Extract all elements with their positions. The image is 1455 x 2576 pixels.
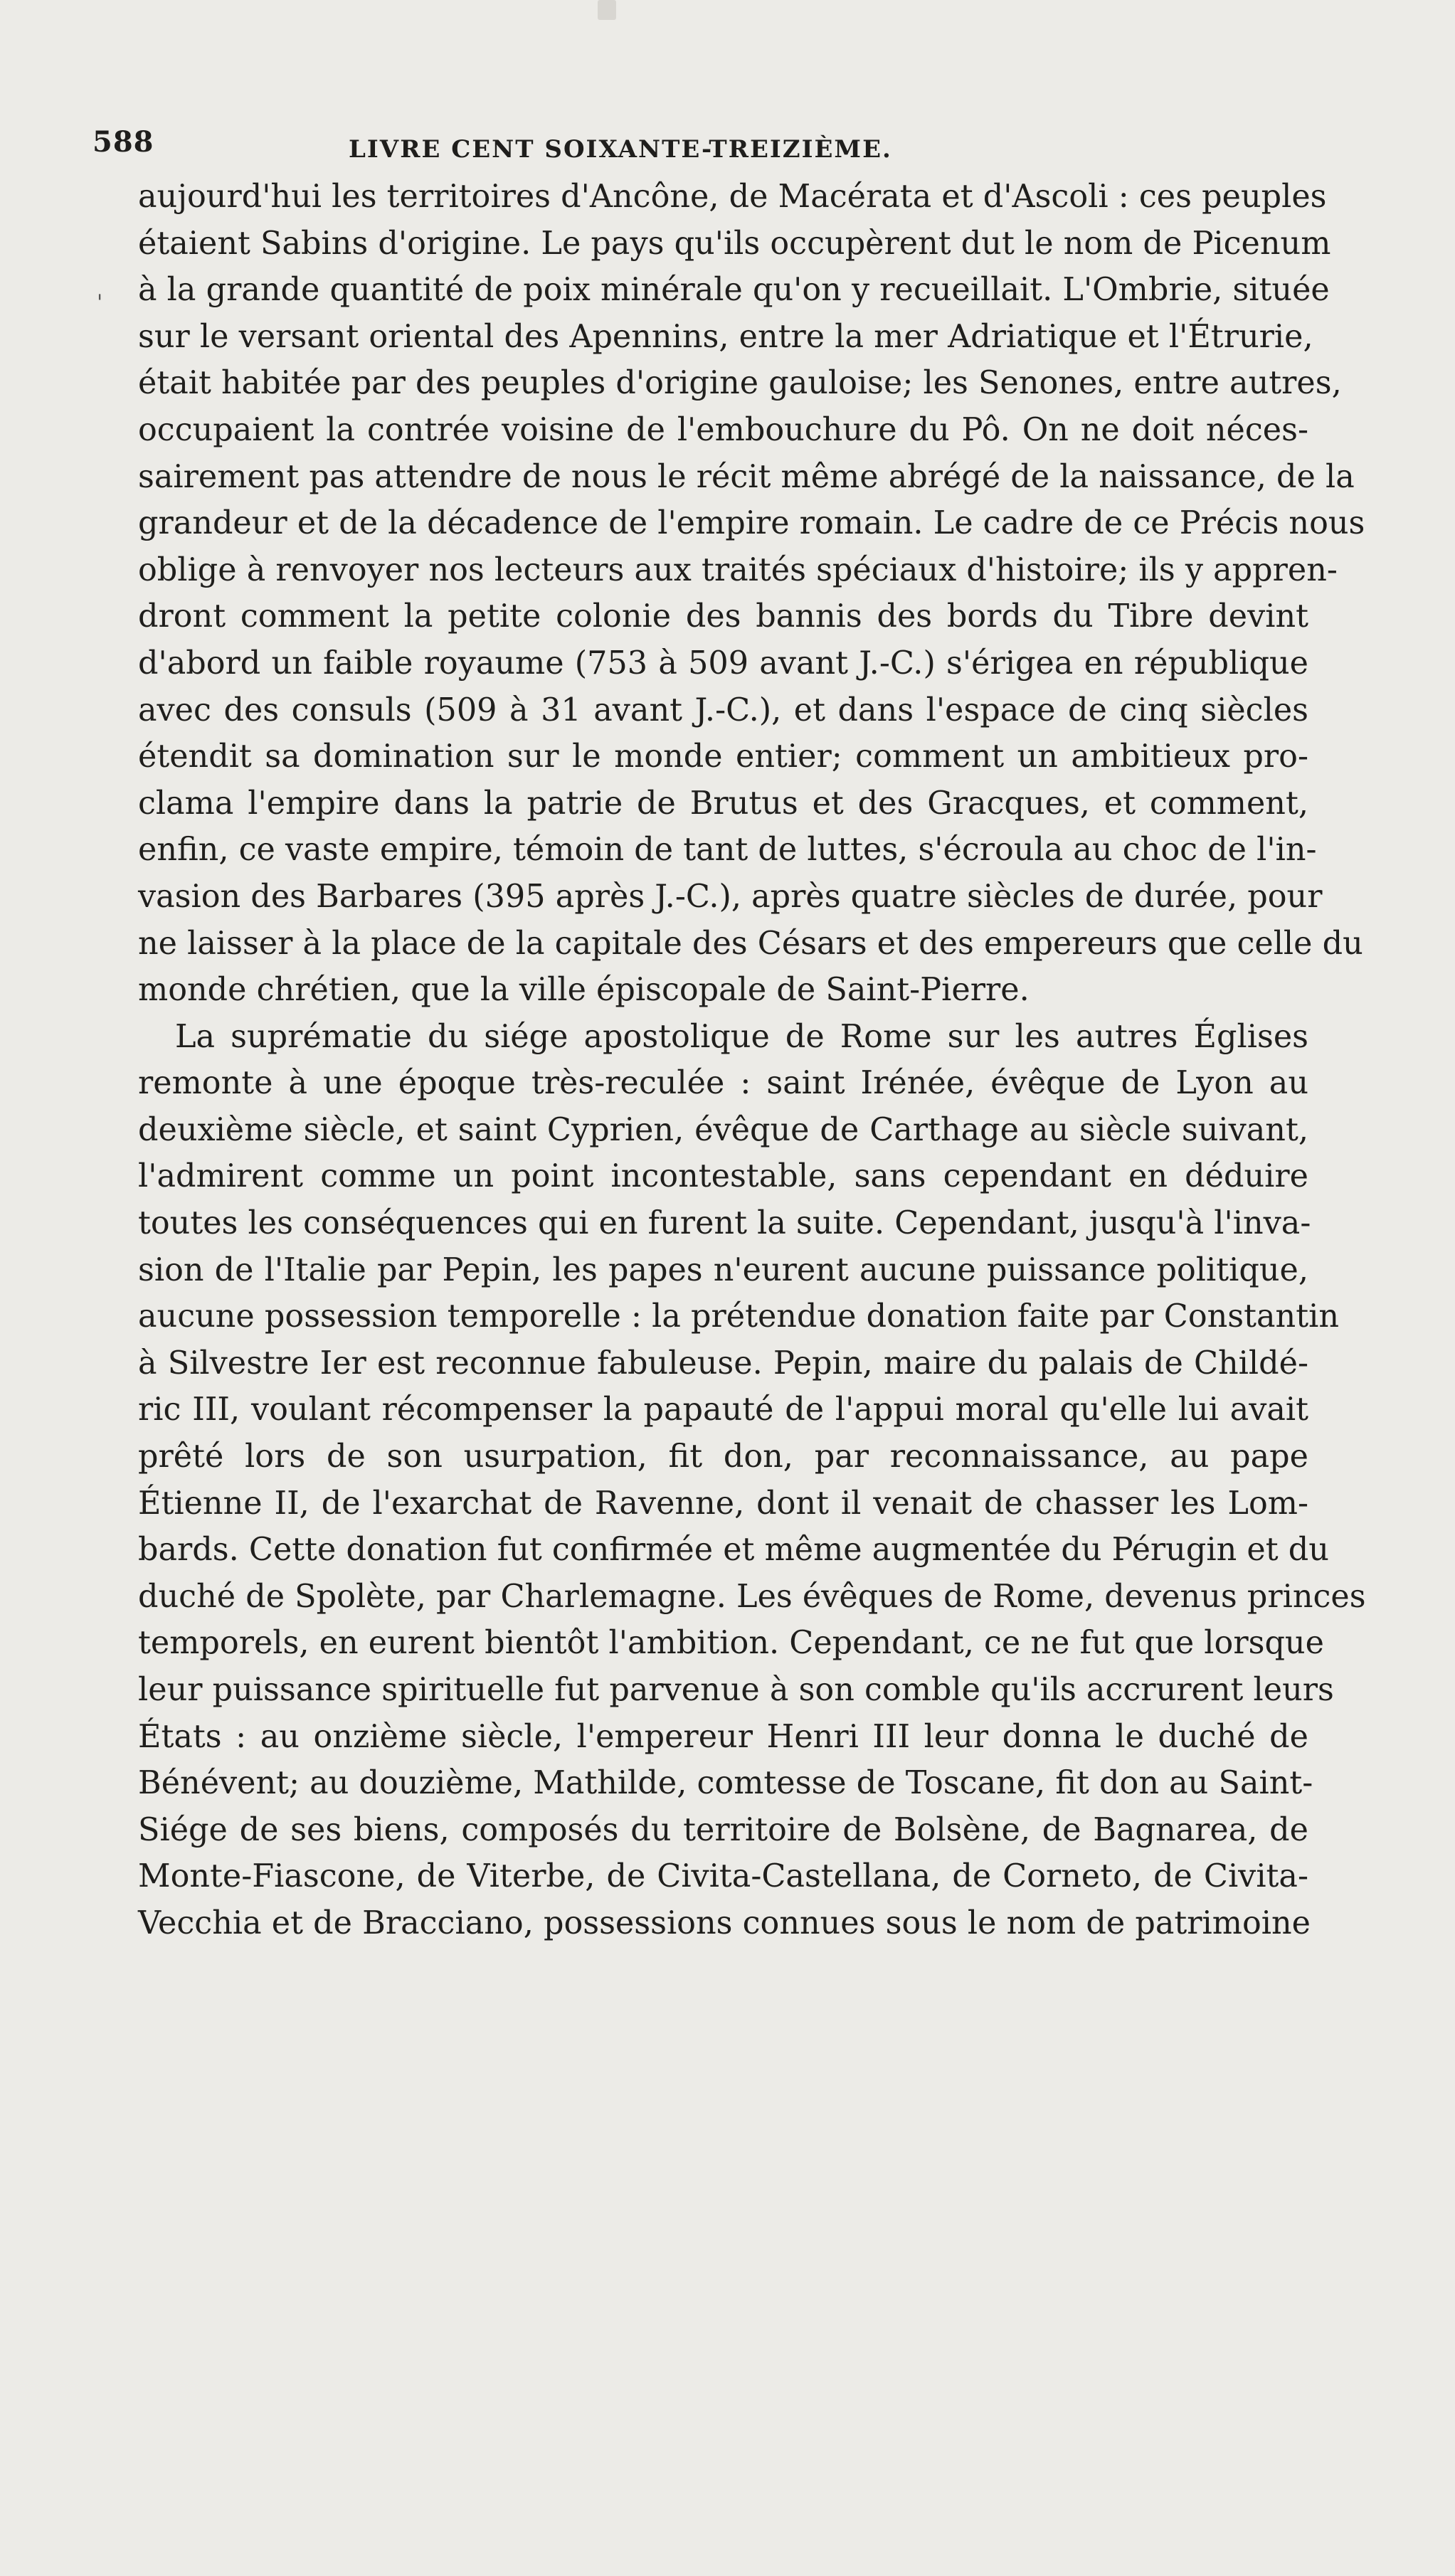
text-line: aujourd'hui les territoires d'Ancône, de Macérata et d'Ascoli : ces peuples: [138, 179, 1327, 215]
text-line: États : au onzième siècle, l'empereur Henri III leur donna le duché de: [138, 1718, 1308, 1755]
text-line: temporels, en eurent bientôt l'ambition. Cependant, ce ne fut que lorsque: [138, 1625, 1324, 1662]
text-line: monde chrétien, que la ville épiscopale de Saint-Pierre.: [138, 972, 1030, 1009]
paragraph: [138, 1014, 1366, 1947]
text-line: dront comment la petite colonie des bannis des bords du Tibre devint: [138, 598, 1308, 635]
text-line: oblige à renvoyer nos lecteurs aux traités spéciaux d'histoire; ils y appren-: [138, 551, 1338, 588]
body-text: [138, 174, 1366, 1947]
text-line: Vecchia et de Bracciano, possessions connues sous le nom de patrimoine: [138, 1904, 1311, 1941]
page-header: [92, 125, 1345, 168]
text-line: Bénévent; au douzième, Mathilde, comtesse de Toscane, fit don au Saint-: [138, 1765, 1313, 1802]
margin-mark: ': [97, 290, 103, 315]
text-line: remonte à une époque très-reculée : saint Irénée, évêque de Lyon au: [138, 1065, 1308, 1102]
text-line: l'admirent comme un point incontestable, sans cependant en déduire: [138, 1158, 1308, 1195]
running-title: LIVRE CENT SOIXANTE-TREIZIÈME.: [349, 135, 892, 164]
text-line: deuxième siècle, et saint Cyprien, évêque de Carthage au siècle suivant,: [138, 1111, 1308, 1148]
text-line: leur puissance spirituelle fut parvenue à son comble qu'ils accrurent leurs: [138, 1672, 1334, 1708]
text-line: sairement pas attendre de nous le récit même abrégé de la naissance, de la: [138, 458, 1355, 495]
text-line: occupaient la contrée voisine de l'embouchure du Pô. On ne doit néces-: [138, 411, 1308, 448]
text-line: enfin, ce vaste empire, témoin de tant de luttes, s'écroula au choc de l'in-: [138, 832, 1317, 869]
text-line: toutes les conséquences qui en furent la suite. Cependant, jusqu'à l'inva-: [138, 1205, 1311, 1242]
text-line: grandeur et de la décadence de l'empire romain. Le cadre de ce Précis nous: [138, 505, 1365, 542]
text-line: ric III, voulant récompenser la papauté de l'appui moral qu'elle lui avait: [138, 1392, 1308, 1429]
paragraph: [138, 174, 1365, 1014]
text-line: clama l'empire dans la patrie de Brutus et des Gracques, et comment,: [138, 785, 1308, 822]
text-line: Siége de ses biens, composés du territoire de Bolsène, de Bagnarea, de: [138, 1811, 1308, 1848]
text-line: sur le versant oriental des Apennins, entre la mer Adriatique et l'Étrurie,: [138, 318, 1313, 355]
text-line: à Silvestre Ier est reconnue fabuleuse. Pepin, maire du palais de Childé-: [138, 1345, 1308, 1382]
top-smudge: [598, 0, 616, 20]
text-line: d'abord un faible royaume (753 à 509 avant J.-C.) s'érigea en république: [138, 645, 1308, 682]
text-line: vasion des Barbares (395 après J.-C.), après quatre siècles de durée, pour: [138, 878, 1323, 915]
text-line: étendit sa domination sur le monde entier; comment un ambitieux pro-: [138, 738, 1308, 775]
page-number: 588: [92, 125, 154, 159]
text-line: étaient Sabins d'origine. Le pays qu'ils occupèrent dut le nom de Picenum: [138, 225, 1331, 262]
text-line: bards. Cette donation fut confirmée et même augmentée du Pérugin et du: [138, 1532, 1329, 1569]
text-line: sion de l'Italie par Pepin, les papes n'eurent aucune puissance politique,: [138, 1251, 1308, 1288]
text-line: à la grande quantité de poix minérale qu'on y recueillait. L'Ombrie, située: [138, 272, 1330, 309]
text-line: duché de Spolète, par Charlemagne. Les évêques de Rome, devenus princes: [138, 1578, 1366, 1615]
text-line: avec des consuls (509 à 31 avant J.-C.), et dans l'espace de cinq siècles: [138, 691, 1308, 728]
text-line: prêté lors de son usurpation, fit don, par reconnaissance, au pape: [138, 1438, 1308, 1475]
text-line: était habitée par des peuples d'origine gauloise; les Senones, entre autres,: [138, 365, 1342, 402]
text-line: Étienne II, de l'exarchat de Ravenne, dont il venait de chasser les Lom-: [138, 1485, 1308, 1522]
text-line: ne laisser à la place de la capitale des Césars et des empereurs que celle du: [138, 925, 1363, 962]
text-line: Monte-Fiascone, de Viterbe, de Civita-Castellana, de Corneto, de Civita-: [138, 1858, 1308, 1895]
text-line: aucune possession temporelle : la prétendue donation faite par Constantin: [138, 1298, 1339, 1335]
text-line: La suprématie du siége apostolique de Rome sur les autres Églises: [175, 1018, 1308, 1055]
